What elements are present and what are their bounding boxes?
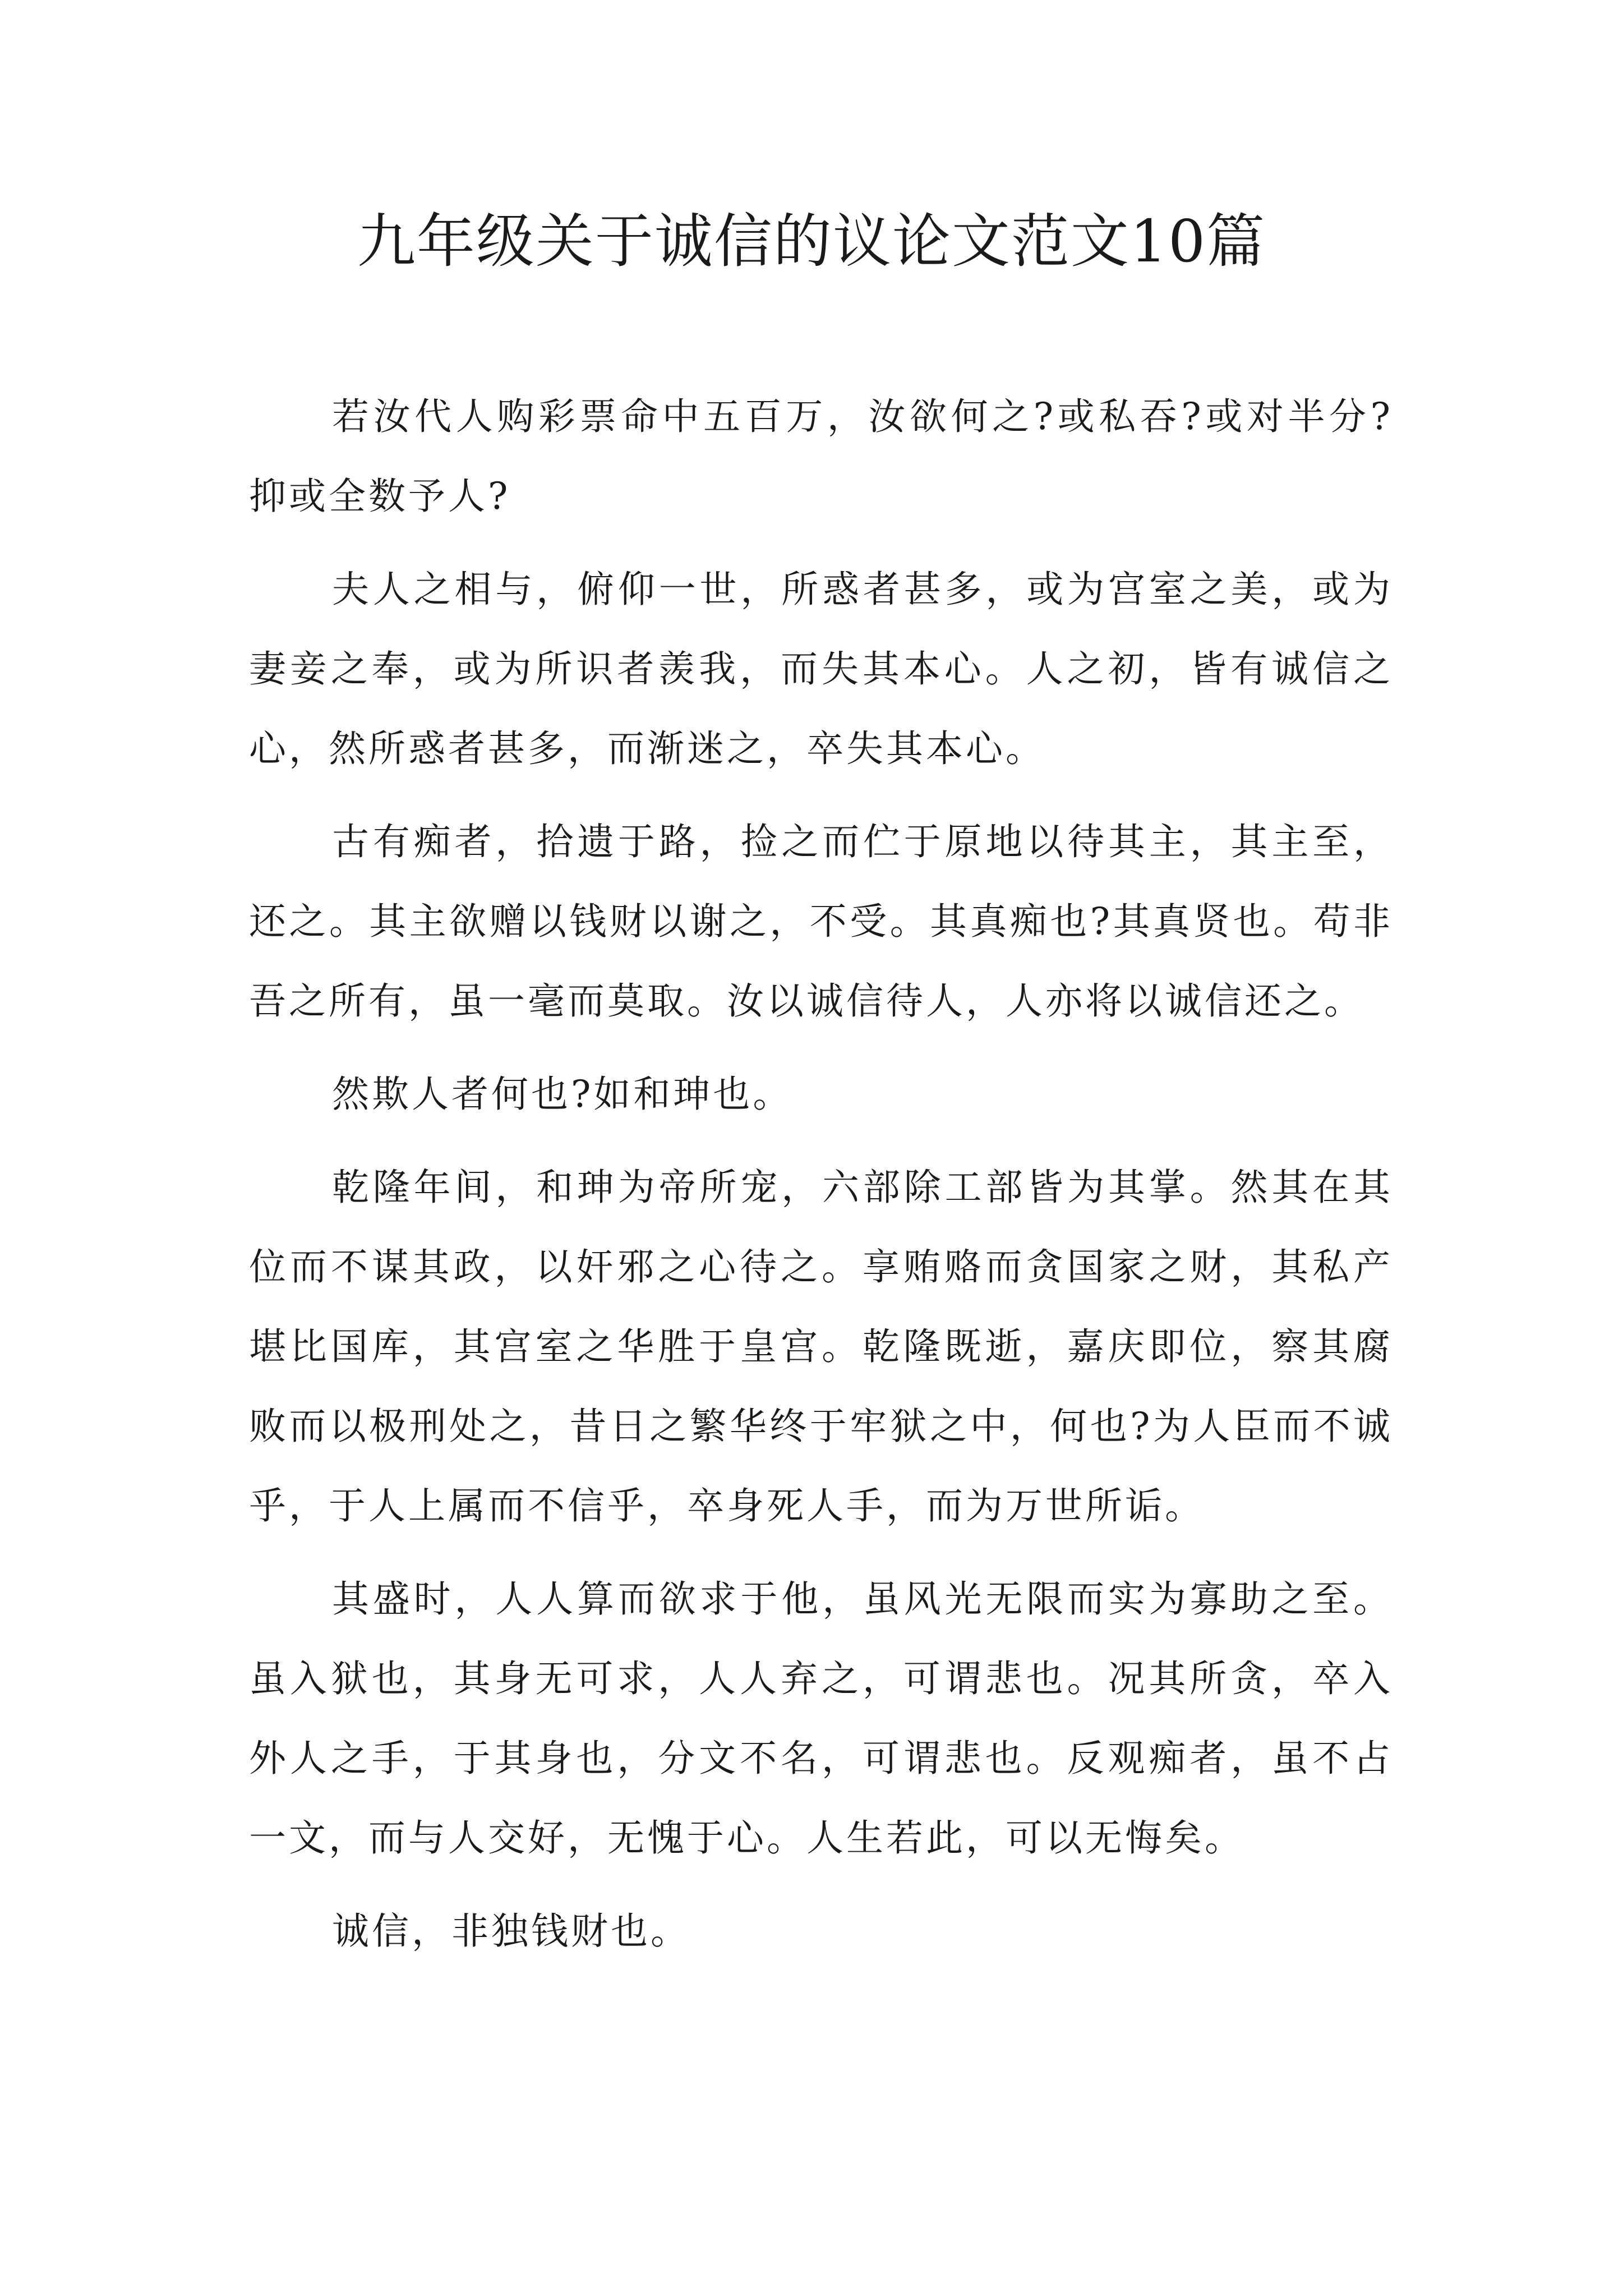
paragraph-3: 古有痴者，拾遗于路，捡之而伫于原地以待其主，其主至，还之。其主欲赠以钱财以谢之，不受。其真痴也?其真贤也。苟非吾之所有，虽一毫而莫取。汝以诚信待人，人亦将以诚信还之。: [249, 820, 1393, 1023]
paragraph-2: 夫人之相与，俯仰一世，所惑者甚多，或为宫室之美，或为妻妾之奉，或为所识者羡我，而失其本心。人之初，皆有诚信之心，然所惑者甚多，而渐迷之，卒失其本心。: [249, 568, 1393, 770]
document-body: [249, 377, 1393, 1985]
paragraph-5: 乾隆年间，和珅为帝所宠，六部除工部皆为其掌。然其在其位而不谋其政，以奸邪之心待之。享贿赂而贪国家之财，其私产堪比国库，其宫室之华胜于皇宫。乾隆既逝，嘉庆即位，察其腐败而以极刑处之，昔日之繁华终于牢狱之中，何也?为人臣而不诚乎，于人上属而不信乎，卒身死人手，而为万世所诟。: [249, 1166, 1393, 1527]
paragraph-4: 然欺人者何也?如和珅也。: [332, 1073, 793, 1116]
document-title: 九年级关于诚信的议论文范文10篇: [357, 207, 1266, 275]
paragraph-1: 若汝代人购彩票命中五百万，汝欲何之?或私吞?或对半分?抑或全数予人?: [249, 395, 1393, 518]
paragraph-7: 诚信，非独钱财也。: [332, 1910, 690, 1953]
paragraph-6: 其盛时，人人算而欲求于他，虽风光无限而实为寡助之至。虽入狱也，其身无可求，人人弃之，可谓悲也。况其所贪，卒入外人之手，于其身也，分文不名，可谓悲也。反观痴者，虽不占一文，而与人交好，无愧于心。人生若此，可以无悔矣。: [249, 1577, 1393, 1860]
